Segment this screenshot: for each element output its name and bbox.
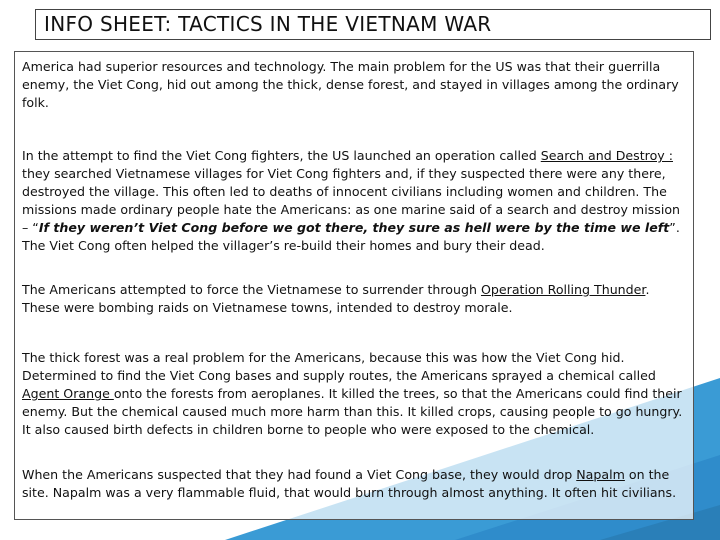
paragraph-text: onto the forests from aeroplanes. It killed the trees, so that the Americans could find their enemy. But the chemical caused much more harm than this. It killed crops, causing people to go hungry. It also caused birth defects in children borne to people who were exposed to the chemical. bbox=[22, 386, 683, 437]
paragraph-text: The Americans attempted to force the Vietnamese to surrender through bbox=[22, 282, 481, 297]
page-title: INFO SHEET: TACTICS IN THE VIETNAM WAR bbox=[44, 12, 492, 36]
paragraph-text: on the site. Napalm was a very flammable fluid, that would burn through almost anything. It often hit civilians. bbox=[22, 467, 677, 500]
paragraph-text: ”. The Viet Cong often helped the villager’s re-build their homes and bury their dead. bbox=[22, 220, 680, 253]
title-box bbox=[35, 9, 711, 40]
paragraph-text: When the Americans suspected that they had found a Viet Cong base, they would drop bbox=[22, 467, 577, 482]
term-search-and-destroy: Search and Destroy : bbox=[540, 148, 673, 163]
paragraph-text: The thick forest was a real problem for the Americans, because this was how the Viet Cong hid. Determined to find the Viet Cong bases and supply routes, the Americans sprayed a chemical called bbox=[22, 350, 656, 383]
paragraph-text: In the attempt to find the Viet Cong fighters, the US launched an operation called bbox=[22, 148, 541, 163]
paragraph-text: . These were bombing raids on Vietnamese towns, intended to destroy morale. bbox=[22, 282, 650, 315]
marine-quote: If they weren’t Viet Cong before we got there, they sure as hell were by the time we left bbox=[38, 220, 670, 235]
paragraph-rolling-thunder bbox=[22, 281, 690, 317]
paragraph-agent-orange bbox=[22, 349, 690, 439]
info-text-box bbox=[14, 51, 694, 520]
term-napalm: Napalm bbox=[576, 467, 625, 482]
term-operation-rolling-thunder: Operation Rolling Thunder bbox=[480, 282, 646, 297]
paragraph-intro-text: America had superior resources and technology. The main problem for the US was that their guerrilla enemy, the Viet Cong, hid out among the thick, dense forest, and stayed in villages among the ordinary folk. bbox=[22, 59, 679, 110]
paragraph-search-and-destroy bbox=[22, 147, 690, 255]
paragraph-text: they searched Vietnamese villages for Viet Cong fighters and, if they suspected there were any there, destroyed the village. This often led to deaths of innocent civilians including women and children. The missions made ordinary people hate the Americans: as one marine said of a search and destroy mission – “ bbox=[22, 166, 681, 235]
paragraph-intro bbox=[22, 58, 690, 112]
paragraph-napalm bbox=[22, 466, 690, 502]
term-agent-orange: Agent Orange bbox=[22, 386, 114, 401]
